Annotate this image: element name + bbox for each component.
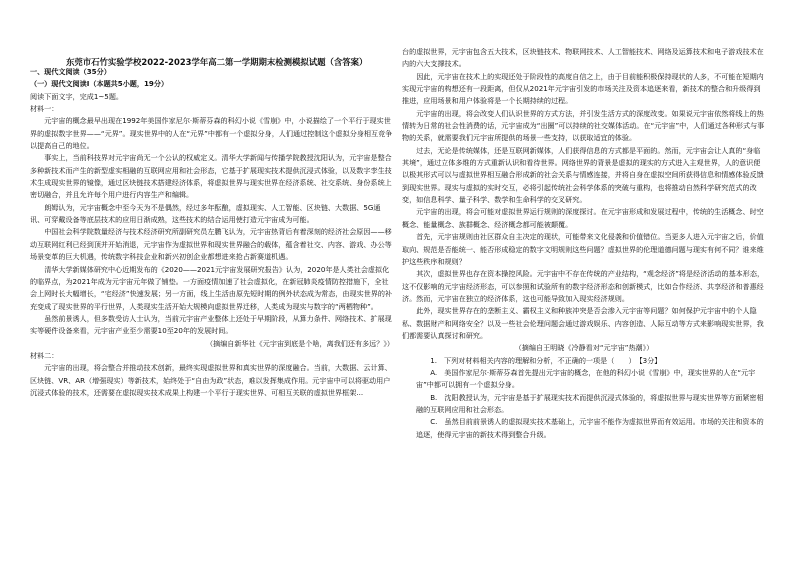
left-paragraph: 一、现代文阅读（35分） bbox=[30, 67, 111, 76]
right-paragraph: A. 美国作家尼尔·斯蒂芬森首先提出元宇宙的概念，在他的科幻小说《雪崩》中，现实世界的人在“元宇宙”中都可以拥有一个虚拟分身。 bbox=[416, 367, 756, 390]
left-paragraph: 元宇宙的概念最早出现在1992年美国作家尼尔·斯蒂芬森的科幻小说《雪崩》中，小说描绘了一个平行于现实世界的虚拟数字世界——“元界”。现实世界中的人在“元界”中都有一个虚拟分身，人们通过控制这个虚拟分身相互竞争以提高自己的地位。 bbox=[30, 116, 393, 151]
right-paragraph: B. 沈阳教授认为，元宇宙是基于扩展现实技术而提供沉浸式体验的，将虚拟世界与现实世界等方面紧密相融的互联网应用和社会形态。 bbox=[416, 392, 764, 414]
right-paragraph: 此外，现实世界存在的垄断主义、霸权主义和种族冲突是否会渗入元宇宙等问题？如何保护元宇宙中的个人隐私、数据财产和网络安全？以及一些社会伦理问题会通过游戏娱乐、内容创造、人际互动等方式来影响现实世界，我们都需要认真探讨和研究。 bbox=[402, 306, 764, 340]
left-paragraph: 材料二： bbox=[30, 350, 59, 360]
right-paragraph: 元宇宙的出现，将会改变人们认识世界的方式方法，并引发生活方式的深度改变。如果说元宇宙依然将线上的热情转为日常的社会性消费的话，元宇宙成为“出圈”可以持续的社交媒体活动。在“元宇宙”中，人们通过各种形式与事物的关系，就需要我们元宇宙所提供的场景一些支持，以获取适宜的体验。 bbox=[402, 108, 765, 143]
right-paragraph: 其次，虚拟世界也存在资本操控风险。元宇宙中不存在传统的产业结构，“观念经济”将是经济活动的基本形态，这不仅影响的元宇宙经济形态，可以参照和试验所有的数字经济形态和创新模式，比如合作经济、共享经济和普惠经济。然而，元宇宙在独立的经济体系，这也可能导致加入现实经济规则。 bbox=[402, 269, 765, 303]
right-paragraph: 首先，元宇宙规则由社区群众自主决定的现状，可能带来文化侵袭和价值错位。当更多人进入元宇宙之后，价值取向、规范是否能统一、能否形成稳定的数字文明规则这些问题？虚拟世界的伦理道德问题与现实有何不同？谁来维护这些秩序和规则？ bbox=[402, 232, 764, 266]
right-paragraph: 过去，无论是传统媒体，还是互联网新媒体，人们获得信息的方式都是平面的。然而，元宇宙会让人真的“身临其境”，通过立体多维的方式重新认识和看待世界。网络世界的背景是虚拟的现实的方式进入主观世界，人的意识便以极其形式可以与虚拟世界相互融合形成新的社会关系与情感连接，并将自身在虚拟空间所获得信息和情感体验反馈到现实世界。现实与虚拟的实时交互，必将引起传统社会科学体系的突破与重构，也将推动自然科学研究范式的改变，如信息科学、量子科学、数学和生命科学的交叉研究。 bbox=[402, 145, 764, 205]
left-paragraph: 事实上，当前科技界对元宇宙尚无一个公认的权威定义。清华大学新闻与传播学院教授沈阳认为，元宇宙是整合多种新技术而产生的新型虚实相融的互联网应用和社会形态，它基于扩展现实技术提供沉浸式体验，以及数字孪生技术生成现实世界的镜像，通过区块链技术搭建经济体系，将虚拟世界与现实世界在经济系统、社交系统、身份系统上密切融合，并且允许每个用户进行内容生产和编辑。 bbox=[30, 153, 392, 200]
right-paragraph: 1. 下列对材料相关内容的理解和分析，不正确的一项是（ ） 【3分】 bbox=[430, 355, 662, 365]
left-paragraph: 阅读下面文字，完成1~5题。 bbox=[30, 91, 124, 101]
left-paragraph: 虽然前景诱人，但多数受访人士认为，当前元宇宙产业整体上还处于早期阶段，从算力条件、网络技术、扩展现实等硬件设备来看，元宇宙产业至少需要10至20年的发展时间。 bbox=[30, 313, 392, 336]
right-paragraph: 元宇宙的出现，将会可能对虚拟世界运行规则的深度探讨。在元宇宙形成和发展过程中，传统的生活概念、时空概念、能量概念、族群概念、经济概念都可能被颠覆。 bbox=[402, 207, 764, 229]
left-paragraph: 中国社会科学院数量经济与技术经济研究所副研究员左鹏飞认为，元宇宙热背后有着深刻的经济社会原因——移动互联网红利已经到顶并开始消退，元宇宙作为虚拟世界和现实世界融合的载体，蕴含着社交、内容、游戏、办公等场景变革的巨大机遇，传统数字科技企业和新兴初创企业都想进来抢占新赛道机遇。 bbox=[30, 227, 392, 262]
left-paragraph: 材料一： bbox=[30, 104, 59, 114]
left-paragraph: 清华大学新媒体研究中心近期发布的《2020——2021元宇宙发展研究报告》认为，2020年是人类社会虚拟化的临界点，为2021年成为元宇宙元年做了铺垫。一方面疫情加速了社会虚拟化，在新冠肺炎疫情防控措施下，全社会上网时长大幅增长，“宅经济”快速发展；另一方面，线上生活由原先短时期的例外状态成为常态，由现实世界的补充变成了现实世界的平行世界，人类现实生活开始大规模向虚拟世界迁移，人类成为现实与数字的“两栖物种”。 bbox=[30, 264, 393, 311]
left-paragraph: （一）现代文阅读Ⅰ（本题共5小题，19分） bbox=[30, 79, 169, 89]
right-column bbox=[402, 46, 766, 441]
left-paragraph: 朗姆认为，元宇宙概念中至今天为不是偶然，经过多年酝酿，虚拟现实、人工智能、区块链、大数据、5G通讯、可穿戴设备等底层技术的应用日渐成熟，这些技术的结合运用使打造元宇宙成为可能。 bbox=[30, 202, 381, 225]
right-paragraph: 因此，元宇宙在技术上的实现还处于阶段性的高度自信之上，由于目前能积极保持现状的人多，不可能在短期内实现元宇宙的构想还有一段距离，但仅从2021年元宇宙引发的市场关注及资本追逐来看，新技术的整合和升级得到推进，应用场景和用户体验将是一个长期持续的过程。 bbox=[402, 71, 764, 106]
left-paragraph: （摘编自新华社《元宇宙到底是个啥，离我们还有多远？》） bbox=[206, 338, 394, 348]
right-paragraph: （摘编自王明晓《冷静看对“元宇宙”热潮》） bbox=[514, 343, 654, 353]
left-paragraph: 元宇宙的出现，将会整合并推动技术创新，最终实现虚拟世界和真实世界的深度融合。当前，大数据、云计算、区块链、VR、AR（增强现实）等新技术，始终处于“自由为政”状态，难以发挥集成作用。元宇宙中可以将驱动用户沉浸式体验的技术，还需要在虚拟现实技术成果上构建一个平行于现实世界、可相互关联的虚拟世界框架... bbox=[30, 363, 392, 397]
document-title: 东莞市石竹实验学校2022-2023学年高二第一学期期末检测模拟试题（含答案） bbox=[66, 57, 368, 67]
right-paragraph: C. 虽然目前前景诱人的虚拟现实技术基础上，元宇宙不能作为虚拟世界而有效运用。市场的关注和资本的追逐，使得元宇宙的新技术得到整合升级。 bbox=[416, 417, 764, 439]
right-paragraph: 台的虚拟世界，元宇宙包含五大技术，区块链技术、物联网技术、人工智能技术、网络及运算技术和电子游戏技术在内的六大支撑技术。 bbox=[402, 47, 764, 69]
left-column bbox=[30, 66, 394, 399]
